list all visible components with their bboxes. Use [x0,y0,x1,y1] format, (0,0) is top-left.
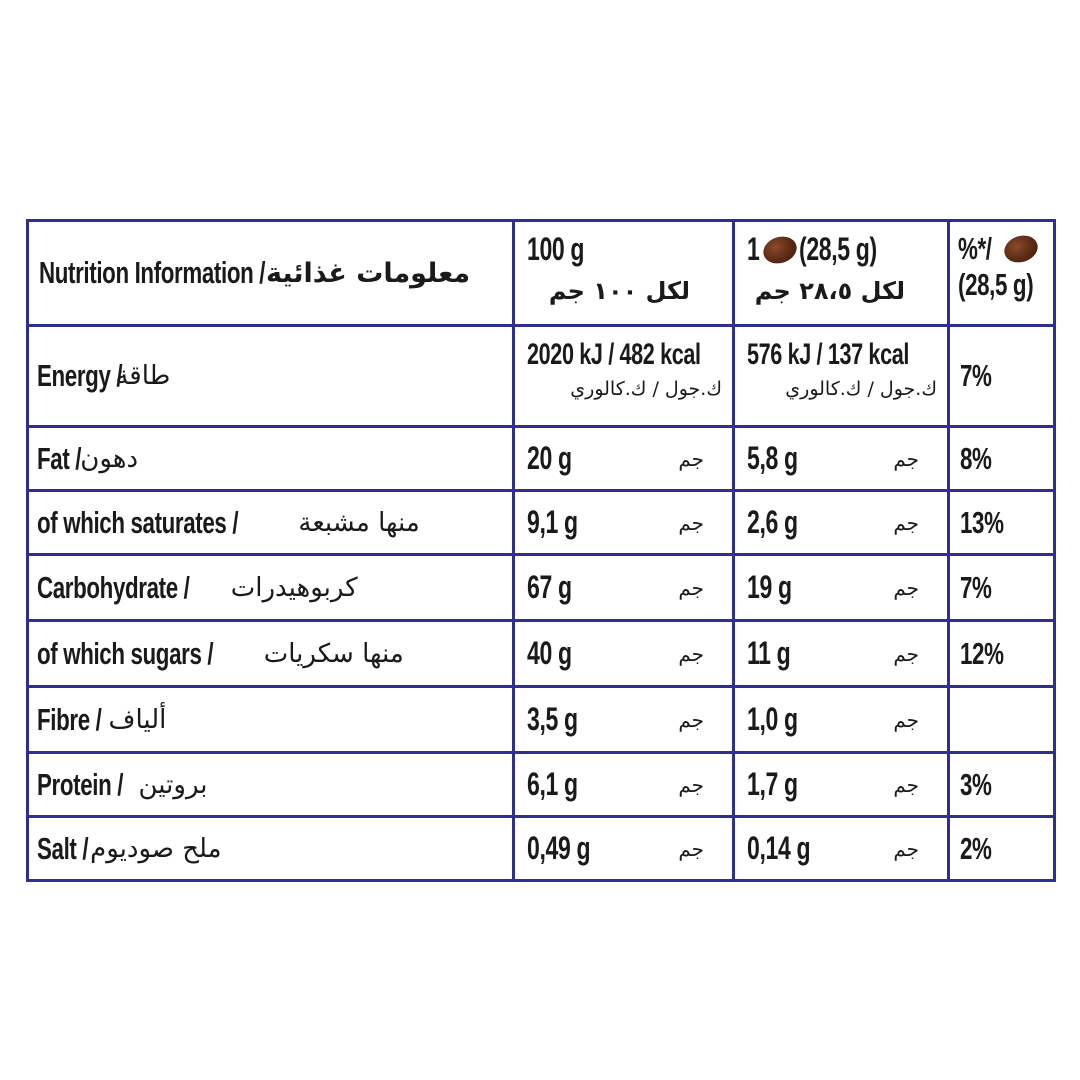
nutrient-per100-unit-ar: جم [678,446,704,471]
nutrient-name-cell [28,687,514,753]
nutrient-piece-unit-ar: جم [893,836,919,861]
nutrient-per100-cell [514,621,734,687]
nutrient-per100-value: 0,49 g [527,830,591,866]
nutrient-row [28,817,1055,881]
nutrient-rows [28,427,1055,881]
nutrient-piece-value: 0,14 g [747,830,811,866]
nutrition-table [26,219,1056,882]
nutrient-piece-cell [734,817,949,881]
nutrient-piece-value: 1,0 g [747,701,798,737]
header-piece-en: (28,5 g) [799,231,877,267]
header-per100-en: 100 g [527,231,585,267]
nutrient-per100-value: 6,1 g [527,766,578,802]
nutrient-piece-value: 2,6 g [747,504,798,540]
energy-row [28,326,1055,427]
nutrient-per100-value: 9,1 g [527,504,578,540]
energy-piece-value: 576 kJ / 137 kcal [747,338,910,371]
nutrient-name-en: of which saturates / [37,504,239,540]
nutrient-piece-unit-ar: جم [893,575,919,600]
energy-name-en: Energy / [37,358,123,393]
header-per100-cell [514,221,734,326]
nutrient-ri-value: 13% [960,504,1004,540]
nutrient-ri-value: 2% [960,830,992,866]
energy-name-cell [28,326,514,427]
nutrient-ri-cell [949,555,1055,621]
nutrient-row [28,491,1055,555]
nutrient-name-cell [28,621,514,687]
nutrient-name-cell [28,817,514,881]
nutrient-piece-unit-ar: جم [893,707,919,732]
nutrient-name-ar: منها سكريات [263,638,404,669]
nutrient-name-en: Fibre / [37,701,102,737]
nutrient-per100-unit-ar: جم [678,575,704,600]
nutrient-name-en: of which sugars / [37,635,214,671]
nutrient-ri-cell [949,687,1055,753]
nutrient-piece-cell [734,687,949,753]
energy-piece-unit-ar: ك.جول / ك.كالوري [785,378,937,400]
nutrient-per100-cell [514,555,734,621]
nutrient-per100-unit-ar: جم [678,772,704,797]
nutrient-ri-cell [949,427,1055,491]
nutrient-per100-cell [514,491,734,555]
nutrient-per100-value: 20 g [527,440,572,476]
nutrient-name-cell [28,491,514,555]
nutrient-name-en: Fat / [37,440,82,476]
nutrient-ri-cell [949,621,1055,687]
nutrient-name-ar: ملح صوديوم [90,833,222,864]
nutrient-piece-value: 5,8 g [747,440,798,476]
energy-per100-unit-ar: ك.جول / ك.كالوري [570,378,722,400]
header-ri-cell [949,221,1055,326]
nutrient-name-cell [28,555,514,621]
nutrient-ri-cell [949,491,1055,555]
nutrient-piece-value: 1,7 g [747,766,798,802]
nutrient-per100-unit-ar: جم [678,510,704,535]
energy-ri-cell [949,326,1055,427]
nutrient-row [28,621,1055,687]
nutrient-name-en: Carbohydrate / [37,569,190,605]
nutrient-name-ar: كربوهيدرات [230,572,358,603]
energy-per100-value: 2020 kJ / 482 kcal [527,338,701,371]
nutrient-name-ar: منها مشبعة [298,507,420,538]
nutrient-row [28,555,1055,621]
nutrient-name-ar: دهون [80,443,139,474]
nutrient-ri-cell [949,817,1055,881]
nutrient-piece-unit-ar: جم [893,641,919,666]
nutrient-row [28,687,1055,753]
nutrient-ri-value: 8% [960,440,992,476]
nutrient-ri-cell [949,753,1055,817]
chocolate-piece-icon [760,232,800,267]
energy-per100-cell [514,326,734,427]
header-piece-count: 1 [747,231,760,267]
header-title-ar: معلومات غذائية [265,257,471,289]
nutrient-ri-value: 7% [960,569,992,605]
nutrient-per100-cell [514,753,734,817]
nutrient-row [28,427,1055,491]
nutrient-piece-cell [734,621,949,687]
nutrient-per100-unit-ar: جم [678,707,704,732]
energy-piece-cell [734,326,949,427]
nutrient-name-cell [28,753,514,817]
nutrient-per100-cell [514,427,734,491]
energy-ri-value: 7% [960,358,992,393]
nutrient-piece-cell [734,491,949,555]
energy-name-ar: طاقة [115,361,171,391]
nutrient-per100-value: 3,5 g [527,701,578,737]
nutrient-name-ar: ألياف [108,704,167,735]
nutrient-per100-unit-ar: جم [678,836,704,861]
nutrient-piece-value: 11 g [747,635,791,671]
header-piece-ar: لكل ٢٨،٥ جم [754,277,905,305]
nutrient-per100-unit-ar: جم [678,641,704,666]
nutrient-piece-unit-ar: جم [893,772,919,797]
nutrient-name-en: Protein / [37,766,124,802]
header-ri-en: %*/ [958,231,992,266]
header-title-en: Nutrition Information / [39,255,266,290]
nutrient-piece-cell [734,427,949,491]
header-ri-portion: (28,5 g) [958,267,1034,302]
nutrient-name-cell [28,427,514,491]
nutrient-piece-unit-ar: جم [893,446,919,471]
chocolate-piece-icon [1001,231,1041,266]
nutrient-per100-value: 40 g [527,635,572,671]
header-piece-cell [734,221,949,326]
nutrient-piece-cell [734,753,949,817]
nutrient-piece-unit-ar: جم [893,510,919,535]
header-name-cell [28,221,514,326]
nutrient-per100-cell [514,817,734,881]
nutrient-row [28,753,1055,817]
nutrient-piece-value: 19 g [747,569,792,605]
nutrient-ri-value: 3% [960,766,992,802]
nutrient-ri-value: 12% [960,635,1004,671]
header-per100-ar: لكل ١٠٠ جم [548,277,690,305]
nutrient-per100-value: 67 g [527,569,572,605]
header-row [28,221,1055,326]
nutrient-name-en: Salt / [37,830,89,866]
nutrient-name-ar: بروتين [138,769,208,800]
nutrient-piece-cell [734,555,949,621]
nutrient-per100-cell [514,687,734,753]
